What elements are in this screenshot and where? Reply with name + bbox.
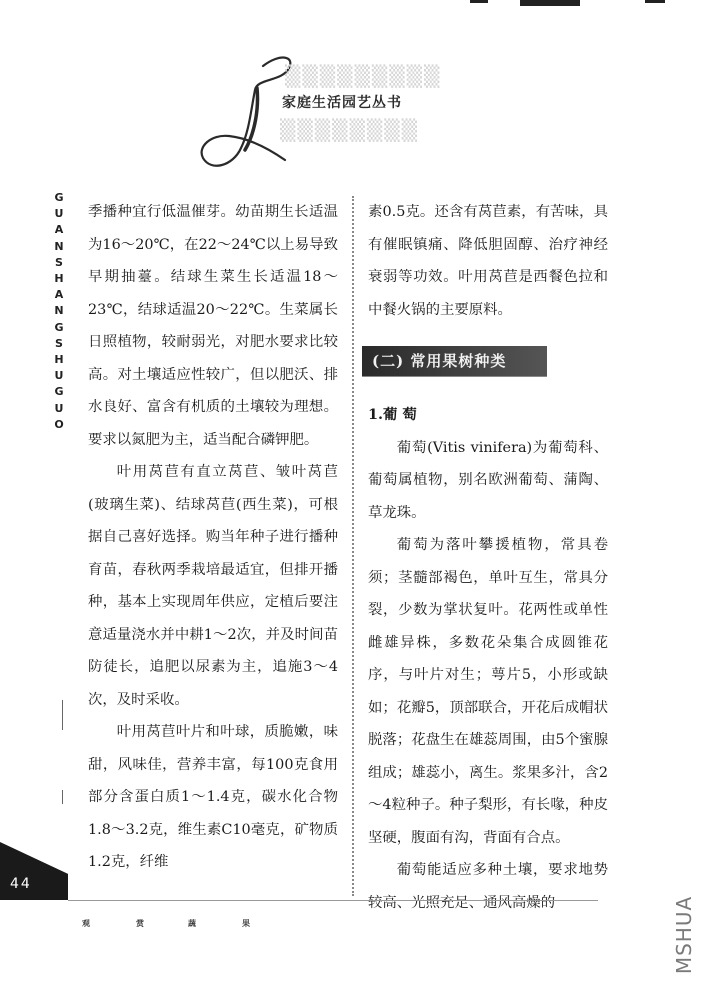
body-paragraph: 素0.5克。还含有莴苣素，有苦味，具有催眠镇痛、降低胆固醇、治疗神经衰弱等功效。叶用莴苣是西餐色拉和中餐火锅的主要原料。 <box>368 204 608 318</box>
body-paragraph: 葡萄能适应多种土壤，要求地势较高、光照充足、通风高燥的 <box>368 862 608 911</box>
scan-mark <box>470 0 488 3</box>
body-paragraph: 叶用莴苣有直立莴苣、皱叶莴苣(玻璃生菜)、结球莴苣(西生菜)，可根据自己喜好选择。购当年种子进行播种育苗，春秋两季栽培最适宜，但排开播种，基本上实现周年供应，定植后要注意适量浇水并中耕1～2次，并及时间苗防徒长，追肥以尿素为主，追施3～4次，及时采收。 <box>88 464 338 708</box>
left-column <box>88 196 338 879</box>
body-paragraph: 葡萄为落叶攀援植物，常具卷须；茎髓部褐色，单叶互生，常具分裂，少数为掌状复叶。花两性或单性雌雄异株，多数花朵集合成圆锥花序，与叶片对生；萼片5，小形或缺如；花瓣5，顶部联合，开花后成帽状脱落；花盘生在雄蕊周围，由5个蜜腺组成；雄蕊小，离生。浆果多汁，含2～4粒种子。种子梨形，有长喙，种皮坚硬，腹面有沟，背面有合点。 <box>368 537 608 846</box>
body-paragraph: 葡萄(Vitis vinifera)为葡萄科、葡萄属植物，别名欧洲葡萄、蒲陶、草龙珠。 <box>368 439 608 521</box>
body-paragraph: 叶用莴苣叶片和叶球，质脆嫩，味甜，风味佳，营养丰富，每100克食用部分含蛋白质1～1.4克，碳水化合物1.8～3.2克，维生素C10毫克，矿物质1.2克，纤维 <box>88 724 338 870</box>
header-ghost-bottom: ▒▒▒▒▒▒▒▒ <box>280 118 420 142</box>
watermark <box>669 880 699 990</box>
spine-letter: U <box>54 207 64 221</box>
right-column <box>368 196 608 919</box>
spine-letter: G <box>54 320 64 334</box>
spine-letter: G <box>54 385 64 399</box>
margin-tick <box>62 700 63 730</box>
margin-tick <box>62 790 63 804</box>
scan-mark <box>645 0 665 3</box>
spine-letter: A <box>54 223 64 237</box>
header-ghost-top: ▒▒▒▒▒▒▒▒▒ <box>285 64 442 88</box>
footer-char: 果 <box>242 918 250 928</box>
spine-letter: N <box>54 239 64 253</box>
footer-char: 赏 <box>136 918 144 928</box>
spine-letter: H <box>54 272 64 286</box>
spine-letter: A <box>54 288 64 302</box>
series-title: 家庭生活园艺丛书 <box>282 95 402 111</box>
spine-letter: O <box>54 417 64 431</box>
spine-letter: N <box>54 304 64 318</box>
subheading: 1.葡 萄 <box>368 406 417 423</box>
footer-rule <box>68 900 598 901</box>
spine-letter: U <box>54 401 64 415</box>
spine-letter: G <box>54 191 64 204</box>
side-spine <box>52 190 66 433</box>
watermark-text: MSHUA <box>672 895 696 975</box>
spine-letter: U <box>54 369 64 383</box>
section-heading: (二) 常用果树种类 <box>362 346 547 377</box>
column-divider <box>352 196 354 896</box>
footer-char: 观 <box>82 918 90 928</box>
spine-letter: S <box>55 336 63 350</box>
spine-letter: H <box>54 353 64 367</box>
spine-letter: S <box>55 255 63 269</box>
scan-mark <box>520 0 580 6</box>
footer-char: 蔬 <box>188 918 196 928</box>
body-paragraph: 季播种宜行低温催芽。幼苗期生长适温为16～20℃，在22～24℃以上易导致早期抽薹。结球生菜生长适温18～23℃，结球适温20～22℃。生菜属长日照植物，较耐弱光，对肥水要求比较高。对土壤适应性较广，但以肥沃、排水良好、富含有机质的土壤较为理想。要求以氮肥为主，适当配合磷钾肥。 <box>88 204 338 448</box>
page-number: 44 <box>10 876 32 892</box>
